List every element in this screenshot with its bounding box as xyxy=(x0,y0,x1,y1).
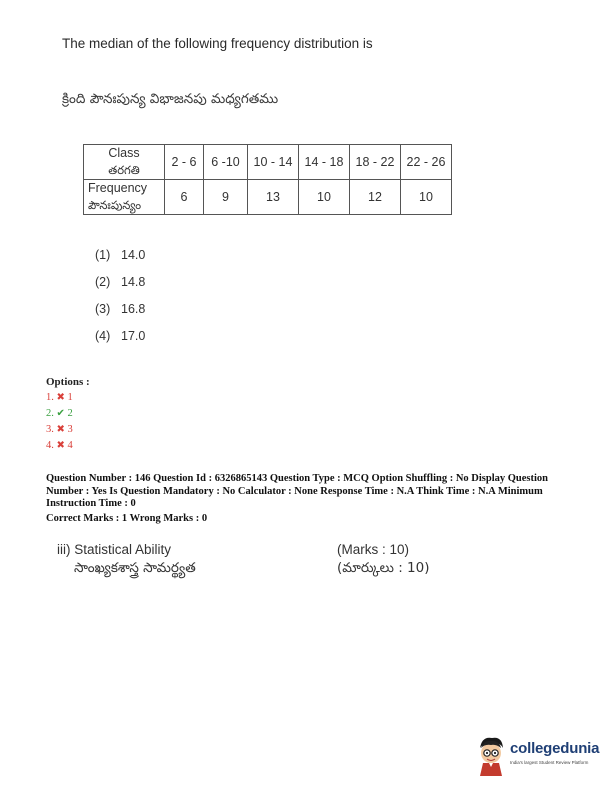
question-text-english: The median of the following frequency distribution is xyxy=(62,36,373,51)
frequency-label: Frequency xyxy=(88,181,148,195)
frequency-header xyxy=(84,180,165,215)
choice-value: 14.8 xyxy=(121,275,146,289)
class-label-telugu: తరగతి xyxy=(108,163,140,177)
frequency-label-telugu: పౌనఃపున్యం xyxy=(88,198,142,212)
brand-name: collegedunia xyxy=(510,740,600,757)
option-answer xyxy=(46,424,73,435)
frequency-cell: 10 xyxy=(401,180,452,215)
choice-item xyxy=(95,329,145,343)
option-label: 1. xyxy=(46,392,54,403)
class-cell: 22 - 26 xyxy=(401,145,452,180)
frequency-row xyxy=(84,180,452,215)
question-text-telugu: క్రింది పౌనఃపున్య విభాజనపు మధ్యగతము xyxy=(62,91,279,107)
option-answer xyxy=(46,392,73,403)
choice-item xyxy=(95,302,145,316)
options-title: Options : xyxy=(46,376,90,388)
option-answer xyxy=(46,440,73,451)
class-cell: 2 - 6 xyxy=(165,145,204,180)
option-label: 3. xyxy=(46,424,54,435)
class-row xyxy=(84,145,452,180)
option-answer xyxy=(46,408,73,419)
choice-value: 16.8 xyxy=(121,302,146,316)
section-marks: (Marks : 10) xyxy=(337,542,410,557)
cross-icon: ✖ xyxy=(56,424,65,435)
option-value: 1 xyxy=(67,392,73,403)
class-header xyxy=(84,145,165,180)
class-cell: 14 - 18 xyxy=(299,145,350,180)
class-cell: 6 -10 xyxy=(204,145,248,180)
class-label: Class xyxy=(108,146,140,160)
choice-number: (3) xyxy=(95,302,111,316)
choice-number: (1) xyxy=(95,248,111,262)
class-cell: 18 - 22 xyxy=(350,145,401,180)
mascot-logo-icon xyxy=(474,734,508,778)
option-label: 2. xyxy=(46,408,54,419)
choice-value: 17.0 xyxy=(121,329,146,343)
option-label: 4. xyxy=(46,440,54,451)
frequency-table xyxy=(83,144,452,215)
question-metadata: Question Number : 146 Question Id : 6326865143 Question Type : MCQ Option Shuffling : No Display Question Number : Yes Is Question Mandatory : No Calculator : None Response Time : N.A Think Time : N.A Minimum Instruction Time : 0 xyxy=(46,473,549,509)
option-value: 2 xyxy=(67,408,73,419)
option-value: 4 xyxy=(67,440,73,451)
check-icon: ✔ xyxy=(56,408,65,419)
frequency-cell: 6 xyxy=(165,180,204,215)
option-value: 3 xyxy=(67,424,73,435)
cross-icon: ✖ xyxy=(56,440,65,451)
frequency-cell: 10 xyxy=(299,180,350,215)
marks-info: Correct Marks : 1 Wrong Marks : 0 xyxy=(46,513,208,524)
frequency-cell: 9 xyxy=(204,180,248,215)
choice-value: 14.0 xyxy=(121,248,146,262)
section-title: iii) Statistical Ability xyxy=(57,542,172,557)
choice-number: (2) xyxy=(95,275,111,289)
section-marks-telugu: (మార్కులు : 10) xyxy=(337,560,430,576)
choice-item xyxy=(95,248,145,262)
cross-icon: ✖ xyxy=(56,392,65,403)
brand-tagline: India's largest Student Review Platform xyxy=(510,760,589,765)
class-cell: 10 - 14 xyxy=(248,145,299,180)
choice-item xyxy=(95,275,145,289)
section-title-telugu: సాంఖ్యకశాస్త్ర సామర్థ్యత xyxy=(74,560,196,576)
frequency-cell: 12 xyxy=(350,180,401,215)
frequency-cell: 13 xyxy=(248,180,299,215)
choice-number: (4) xyxy=(95,329,111,343)
